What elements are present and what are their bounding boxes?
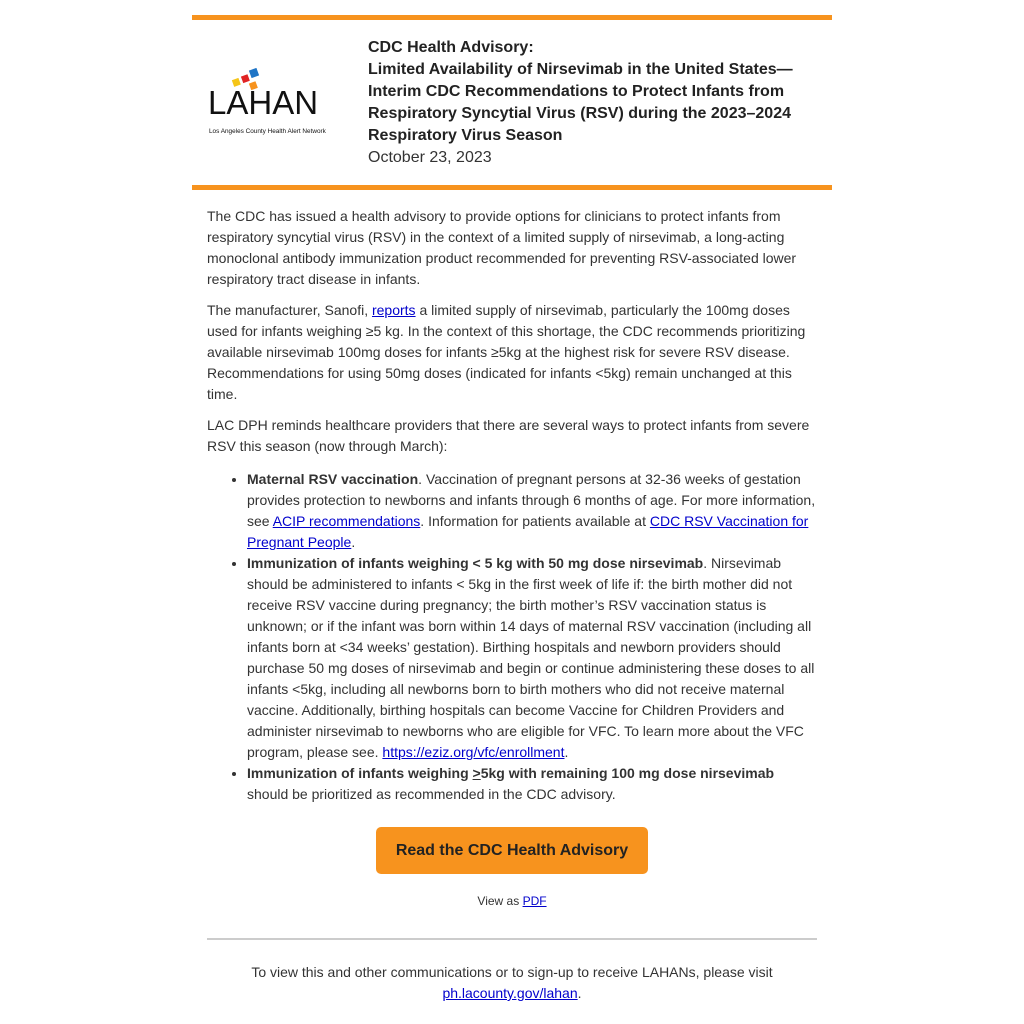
header (192, 20, 832, 185)
cdc-rsv-vaccination-link[interactable]: CDC RSV Vaccination for Pregnant People (247, 513, 809, 550)
bullet-heading: Immunization of infants weighing < 5 kg with 50 mg dose nirsevimab (247, 555, 704, 571)
list-item (247, 553, 817, 763)
advisory-kicker: CDC Health Advisory: (368, 39, 534, 56)
paragraph-reminder: LAC DPH reminds healthcare providers that there are several ways to protect infants from severe RSV this season (now through March): (207, 417, 810, 454)
text: . Vaccination of pregnant persons at 32-36 weeks of gestation provides protection to newborns and infants through 6 months of age. For more information, see (247, 471, 816, 529)
email-container (192, 15, 832, 1024)
text: . (351, 534, 356, 550)
vfc-enrollment-link[interactable]: https://eziz.org/vfc/enrollment (382, 744, 565, 760)
text: . Nirsevimab should be administered to infants < 5kg in the first week of life if: the birth mother did not receive RSV vaccine during pregnancy; the birth mother’s RSV vaccination status is unknown; or if the infant was born within 14 days of maternal RSV vaccination (including all infants born at <34 weeks’ gestation). Birthing hospitals and newborn providers should purchase 50 mg doses of nirsevimab and begin or continue administering these doses to all infants <5kg, including all newborns born to birth mothers who did not receive maternal vaccine. Additionally, birthing hospitals can become Vaccine for Children Providers and administer nirsevimab to newborns who are eligible for VFC. To learn more about the VFC program, please see. (247, 555, 815, 760)
reports-link[interactable]: reports (371, 302, 416, 318)
text: View as (477, 894, 523, 908)
view-pdf (207, 891, 817, 912)
text: Immunization of infants weighing (247, 765, 473, 781)
text: To view this and other communications or to sign-up to receive LAHANs, please visit (251, 964, 773, 980)
acip-link[interactable]: ACIP recommendations (272, 513, 421, 529)
list-item (247, 763, 817, 805)
protection-list (207, 469, 817, 805)
advisory-title: Limited Availability of Nirsevimab in the United States—Interim CDC Recommendations to Protect Infants from Respiratory Syncytial Virus (RSV) during the 2023–2024 Respiratory Virus Season (368, 61, 793, 144)
body-content (192, 190, 832, 1024)
divider (207, 938, 817, 940)
text: . Information for patients available at (420, 513, 650, 529)
text: The manufacturer, Sanofi, (207, 302, 372, 318)
read-advisory-button[interactable]: Read the CDC Health Advisory (376, 827, 648, 874)
paragraph-manufacturer (207, 300, 817, 405)
logo-subtitle: Los Angeles County Health Alert Network (209, 128, 326, 135)
text: should be prioritized as recommended in the CDC advisory. (247, 786, 616, 802)
lahan-logo (192, 68, 368, 138)
pdf-link[interactable]: PDF (522, 894, 547, 908)
paragraph-intro: The CDC has issued a health advisory to provide options for clinicians to protect infants from respiratory syncytial virus (RSV) in the context of a limited supply of nirsevimab, a long-acting monoclonal antibody immunization product recommended for preventing RSV-associated lower respiratory tract disease in infants. (207, 208, 797, 287)
lahan-site-link[interactable]: ph.lacounty.gov/lahan (442, 985, 578, 1001)
bullet-heading: Maternal RSV vaccination (247, 471, 419, 487)
text: > (472, 765, 481, 781)
bullet-heading (247, 765, 774, 781)
text: 5kg with remaining 100 mg dose nirsevimab (480, 765, 775, 781)
text: . (564, 744, 569, 760)
list-item (247, 469, 817, 553)
logo-wordmark: LAHAN (208, 84, 319, 121)
advisory-date: October 23, 2023 (368, 149, 492, 166)
footer (207, 962, 817, 1024)
text: a limited supply of nirsevimab, particularly the 100mg doses used for infants weighing ≥5 kg. In the context of this shortage, the CDC recommends prioritizing available nirsevimab 100mg doses for infants ≥5kg at the highest risk for severe RSV disease. Recommendations for using 50mg doses (indicated for infants <5kg) remain unchanged at this time. (207, 302, 806, 402)
text: . (577, 985, 582, 1001)
